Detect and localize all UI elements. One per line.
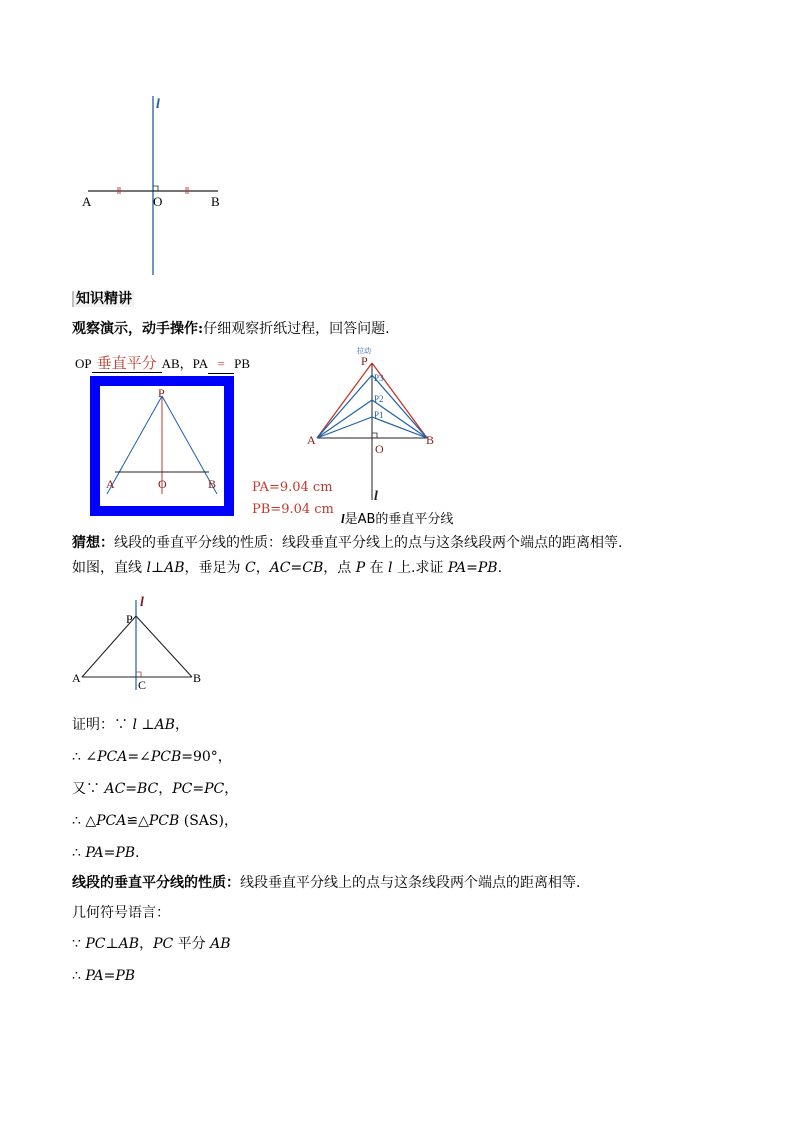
observe-rest: 仔细观察折纸过程，回答问题. <box>203 321 390 337</box>
proof-line-5: ∴ PA=PB. <box>72 845 140 861</box>
paper-label-b: B <box>208 477 217 491</box>
fig3-label-a: A <box>72 671 81 685</box>
fig2-label-p1: P1 <box>374 410 384 420</box>
proof-line-3: 又∵ AC=BC，PC=PC， <box>72 781 239 797</box>
pa-measurement: PA=9.04 cm <box>252 480 333 495</box>
problem-statement: 如图，直线 l⊥AB，垂足为 C，AC=CB，点 P 在 l 上.求证 PA=PB. <box>72 560 503 576</box>
guess-paragraph: 猜想：线段的垂直平分线的性质：线段垂直平分线上的点与这条线段两个端点的距离相等. <box>72 535 623 551</box>
fig2-right-angle-mark <box>372 433 377 438</box>
label-b: B <box>211 194 220 209</box>
fig3-label-c: C <box>138 678 147 692</box>
fold-answer-1: 垂直平分 <box>92 356 162 373</box>
figure-perpendicular-bisector <box>70 90 240 280</box>
fig2-label-b: B <box>426 433 435 447</box>
observe-instruction <box>72 320 390 338</box>
fig2-label-a: A <box>307 433 316 447</box>
fig3-label-b: B <box>193 671 202 685</box>
symbolic-line-2: ∴ PA=PB <box>72 968 136 984</box>
fig2-label-p3: P3 <box>374 373 384 383</box>
figure-triangle-pab <box>70 590 220 695</box>
paper-label-p: P <box>158 386 165 400</box>
fig2-pa <box>317 363 372 438</box>
fig2-label-o: O <box>375 442 384 456</box>
fig3-right-angle-mark <box>136 672 141 677</box>
fig2-p3b <box>372 375 427 438</box>
label-o: O <box>153 194 163 209</box>
fig2-caption: l是AB的垂直平分线 <box>341 511 454 527</box>
fig2-label-p: P <box>361 354 368 368</box>
label-a: A <box>82 194 92 209</box>
section-title: 知识精讲 <box>72 290 134 308</box>
paper-label-o: O <box>158 477 167 491</box>
proof-line-2: ∴ ∠PCA=∠PCB=90°， <box>72 749 232 765</box>
fig3-label-p: P <box>126 612 133 626</box>
fold-answer-2: = <box>208 355 234 374</box>
fig2-p3a <box>317 375 372 438</box>
property-statement: 线段的垂直平分线的性质：线段垂直平分线上的点与这条线段两个端点的距离相等. <box>72 875 581 891</box>
figure-drag-p <box>305 345 455 505</box>
fold-statement: OP 垂直平分 AB，PA = PB <box>75 356 251 372</box>
right-angle-mark <box>153 186 158 191</box>
fig2-label-p2: P2 <box>374 394 384 404</box>
fig2-label-l: l <box>374 489 378 504</box>
paper-label-a: A <box>106 477 115 491</box>
label-l: l <box>156 97 160 112</box>
fig3-label-l: l <box>140 595 144 610</box>
proof-line-4: ∴ △PCA≌△PCB (SAS)， <box>72 813 238 829</box>
fig3-segment-pb <box>136 616 192 677</box>
observe-bold: 观察演示，动手操作: <box>72 321 204 337</box>
fig2-drag-label: 拉动 <box>357 347 371 355</box>
symbolic-line-1: ∵ PC⊥AB，PC 平分 AB <box>72 936 231 952</box>
proof-line-1: 证明：∵ l ⊥AB， <box>72 717 189 733</box>
folded-paper-figure <box>90 376 234 516</box>
pb-measurement: PB=9.04 cm <box>252 502 334 517</box>
symbolic-title: 几何符号语言： <box>72 905 170 921</box>
